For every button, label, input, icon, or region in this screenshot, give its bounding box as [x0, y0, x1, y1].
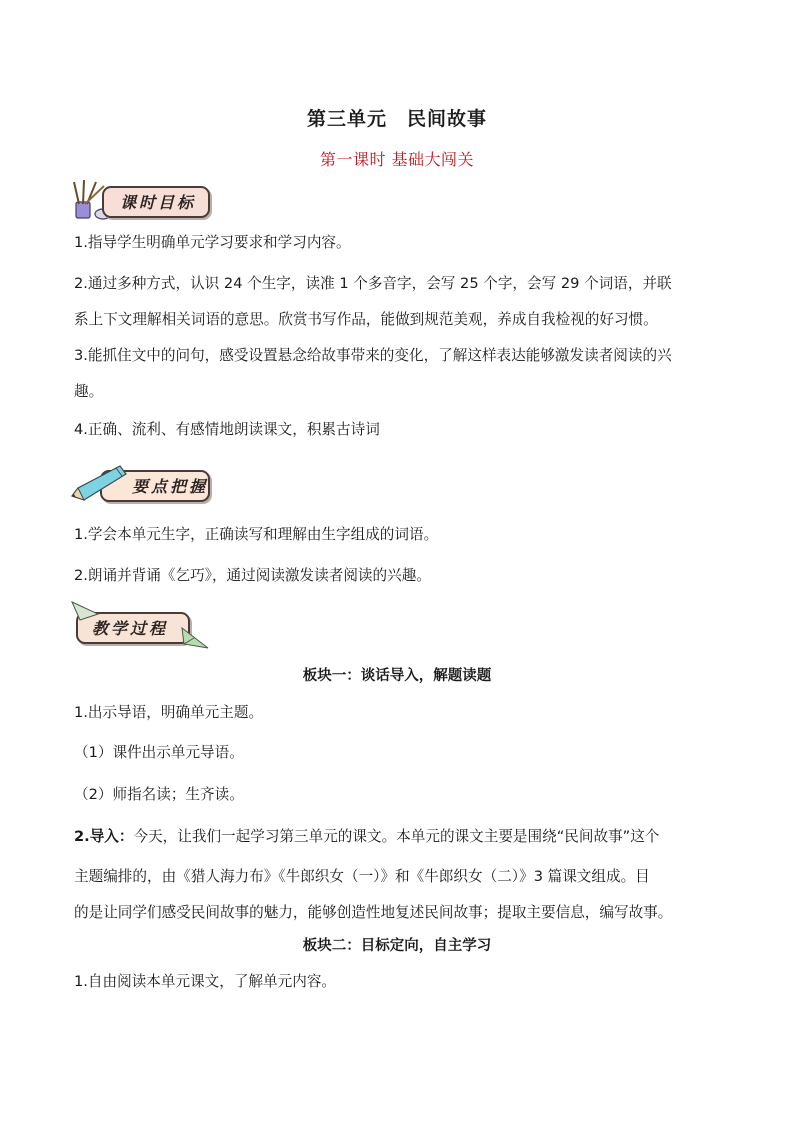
section2-line-1: 1.自由阅读本单元课文，了解单元内容。 — [74, 973, 337, 990]
section1-intro-line — [74, 826, 659, 848]
objective-line-3: 系上下文理解相关词语的意思。欣赏书写作品，能做到规范美观，养成自我检视的好习惯。 — [74, 311, 658, 328]
objectives-badge — [70, 178, 210, 222]
section1-line-2: （1）课件出示单元导语。 — [74, 744, 244, 761]
section1-intro-line-2: 主题编排的，由《猎人海力布》《牛郎织女（一）》和《牛郎织女（二）》3 篇课文组成。目 — [74, 868, 650, 885]
process-badge-label: 教学过程 — [92, 619, 169, 638]
key-points-badge-label: 要点把握 — [132, 477, 209, 496]
objective-line-6: 4.正确、流利、有感情地朗读课文，积累古诗词 — [74, 421, 380, 438]
process-badge — [70, 600, 210, 652]
intro-text: 今天，让我们一起学习第三单元的课文。本单元的课文主要是围绕“民间故事”这个 — [133, 828, 660, 845]
page-title: 第三单元 民间故事 — [306, 108, 487, 130]
section-heading-2: 板块二：目标定向，自主学习 — [302, 937, 492, 954]
section-heading-1: 板块一：谈话导入，解题读题 — [302, 667, 492, 684]
objective-line-4: 3.能抓住文中的问句，感受设置悬念给故事带来的变化，了解这样表达能够激发读者阅读的兴 — [74, 347, 672, 364]
section1-intro-line-3: 的是让同学们感受民间故事的魅力，能够创造性地复述民间故事；提取主要信息，编写故事。 — [74, 904, 673, 921]
page-subtitle: 第一课时 基础大闯关 — [319, 150, 475, 169]
objective-line-5: 趣。 — [74, 383, 104, 400]
objective-line-2: 2.通过多种方式，认识 24 个生字，读准 1 个多音字，会写 25 个字，会写 29 个词语，并联 — [74, 275, 672, 292]
key-point-line-2: 2.朗诵并背诵《乞巧》，通过阅读激发读者阅读的兴趣。 — [74, 567, 431, 584]
pencil-icon — [70, 462, 128, 506]
key-points-badge — [70, 462, 210, 506]
key-point-line-1: 1.学会本单元生字，正确读写和理解由生字组成的词语。 — [74, 526, 439, 543]
section1-line-1: 1.出示导语，明确单元主题。 — [74, 704, 264, 721]
objective-line-1: 1.指导学生明确单元学习要求和学习内容。 — [74, 234, 351, 251]
objectives-badge-label: 课时目标 — [120, 193, 197, 212]
intro-label: 2.导入： — [74, 828, 134, 845]
section1-line-3: （2）师指名读；生齐读。 — [74, 786, 244, 803]
